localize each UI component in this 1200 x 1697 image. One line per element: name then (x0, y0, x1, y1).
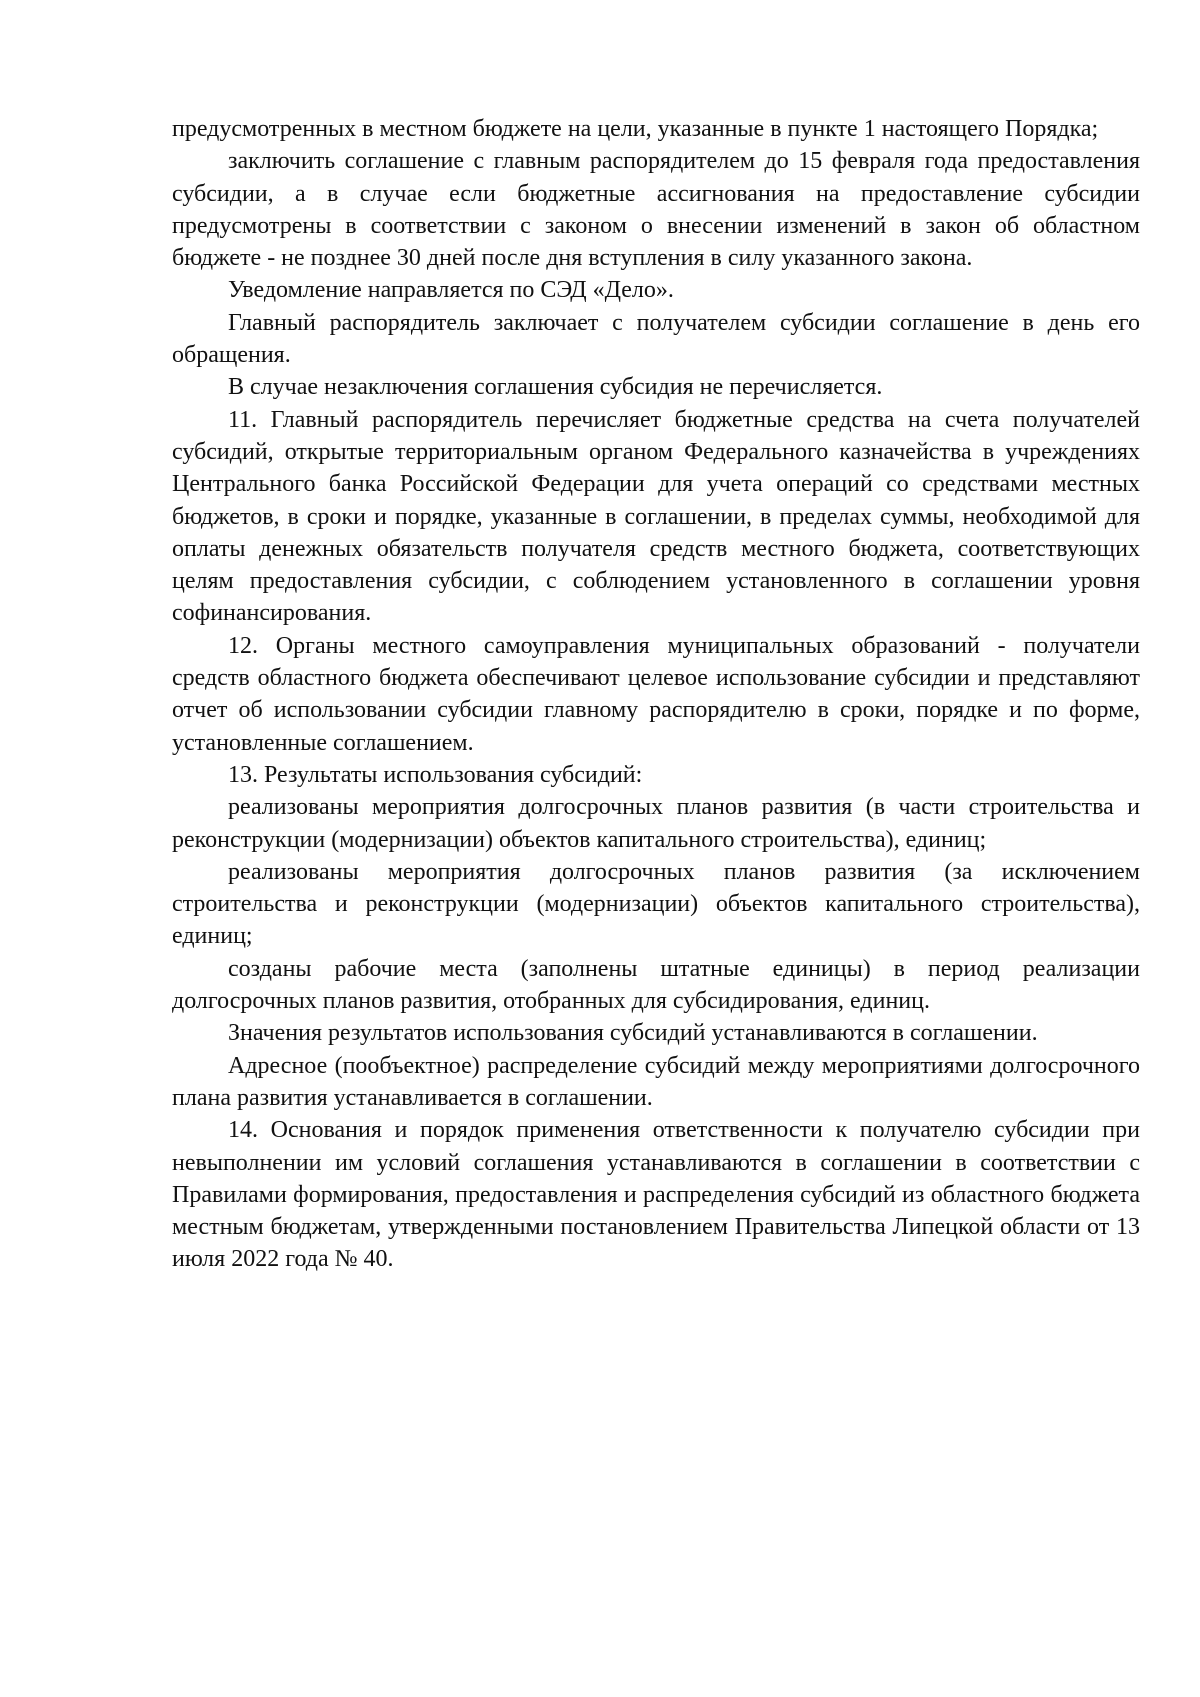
paragraph-item-11: 11. Главный распорядитель перечисляет бюджетные средства на счета получателей субсидий, открытые территориальным органом Федерального казначейства в учреждениях Центрального банка Российской Федерации для учета операций со средствами местных бюджетов, в сроки и порядке, указанные в соглашении, в пределах суммы, необходимой для оплаты денежных обязательств получателя средств местного бюджета, соответствующих целям предоставления субсидии, с соблюдением установленного в соглашении уровня софинансирования. (172, 406, 1140, 627)
paragraph-no-agreement: В случае незаключения соглашения субсидия не перечисляется. (228, 374, 883, 401)
paragraph-notification: Уведомление направляется по СЭД «Дело». (228, 277, 674, 304)
paragraph-distribution: Адресное (пообъектное) распределение субсидий между мероприятиями долгосрочного плана развития устанавливается в соглашении. (172, 1052, 1140, 1111)
paragraph-item-12: 12. Органы местного самоуправления муниципальных образований - получатели средств областного бюджета обеспечивают целевое использование субсидии и представляют отчет об использовании субсидии главному распорядителю в сроки, порядке и по форме, установленные соглашением. (172, 632, 1140, 756)
paragraph-result-jobs: созданы рабочие места (заполнены штатные единицы) в период реализации долгосрочных планов развития, отобранных для субсидирования, единиц. (172, 955, 1140, 1015)
paragraph-item-14: 14. Основания и порядок применения ответственности к получателю субсидии при невыполнении им условий соглашения устанавливаются в соглашении в соответствии с Правилами формирования, предоставления и распределения субсидий из областного бюджета местным бюджетам, утвержденными постановлением Правительства Липецкой области от 13 июля 2022 года № 40. (172, 1117, 1140, 1273)
paragraph-conclude-agreement: заключить соглашение с главным распорядителем до 15 февраля года предоставления субсидии, а в случае если бюджетные ассигнования на предоставление субсидии предусмотрены в соответствии с законом о внесении изменений в закон об областном бюджете - не позднее 30 дней после дня вступления в силу указанного закона. (172, 148, 1140, 272)
paragraph-result-values: Значения результатов использования субсидий устанавливаются в соглашении. (228, 1020, 1038, 1047)
paragraph-chief-administrator: Главный распорядитель заключает с получателем субсидии соглашение в день его обращения. (172, 309, 1140, 369)
paragraph-result-construction: реализованы мероприятия долгосрочных планов развития (в части строительства и реконструкции (модернизации) объектов капитального строительства), единиц; (172, 794, 1140, 853)
paragraph-continuation: предусмотренных в местном бюджете на цели, указанные в пункте 1 настоящего Порядка; (172, 116, 1099, 142)
paragraph-result-non-construction: реализованы мероприятия долгосрочных планов развития (за исключением строительства и реконструкции (модернизации) объектов капитального строительства), единиц; (172, 858, 1140, 950)
document-body (172, 113, 1140, 1276)
paragraph-item-13: 13. Результаты использования субсидий: (228, 761, 643, 788)
